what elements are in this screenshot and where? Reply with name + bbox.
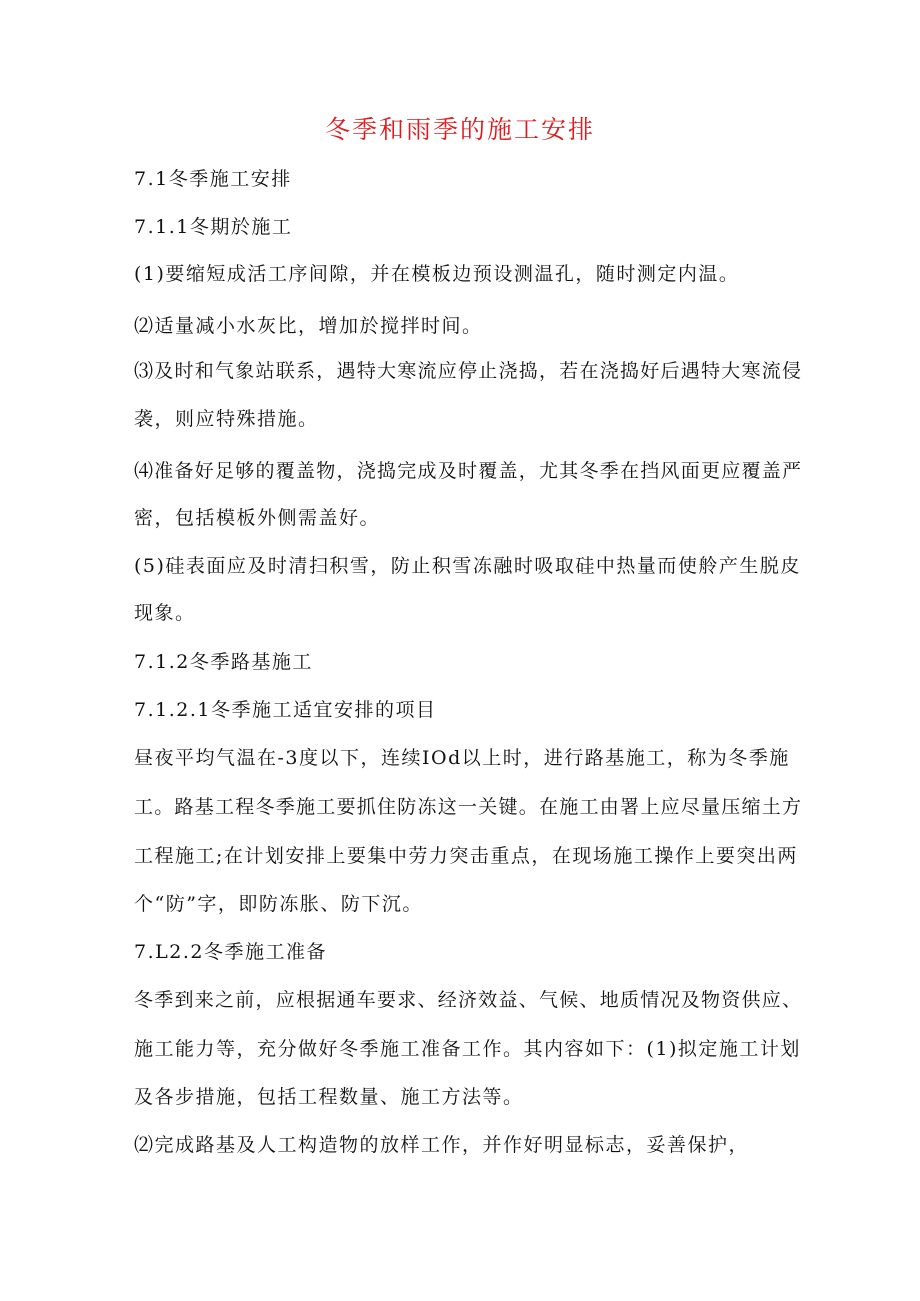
section-heading-7-1: 7.1冬季施工安排 (134, 168, 292, 190)
section-heading-7-1-2-1: 7.1.2.1冬季施工适宜安排的项目 (134, 699, 437, 721)
paragraph-line: ⑷准备好足够的覆盖物，浇捣完成及时覆盖，尤其冬季在挡风面更应覆盖严 (134, 460, 803, 482)
paragraph-line: (5)硅表面应及时清扫积雪，防止积雪冻融时吸取硅中热量而使舲产生脱皮 (134, 555, 801, 577)
paragraph-line: 现象。 (134, 602, 196, 624)
paragraph-line: 及各步措施，包括工程数量、施工方法等。 (134, 1086, 524, 1108)
section-heading-7-1-1: 7.1.1冬期於施工 (134, 216, 293, 238)
paragraph-line: 工。路基工程冬季施工要抓住防冻这一关键。在施工由署上应尽量压缩土方 (134, 796, 803, 818)
paragraph-line: ⑵适量减小水灰比，增加於搅拌时间。 (134, 315, 483, 337)
paragraph-line: ⑶及时和气象站联系，遇特大寒流应停止浇捣，若在浇捣好后遇特大寒流侵 (134, 360, 803, 382)
section-heading-7-1-2: 7.1.2冬季路基施工 (134, 651, 313, 673)
paragraph-line: ⑵完成路基及人工构造物的放样工作，并作好明显标志，妥善保护， (134, 1134, 750, 1156)
document-title: 冬季和雨季的施工安排 (324, 115, 595, 144)
section-heading-7-1-2-2: 7.L2.2冬季施工准备 (134, 941, 327, 963)
paragraph-line: 密，包括模板外侧需盖好。 (134, 507, 381, 529)
paragraph-line: 工程施工;在计划安排上要集中劳力突击重点，在现场施工操作上要突出两 (134, 845, 798, 867)
paragraph-line: (1)要缩短成活工序间隙，并在模板边预设测温孔，随时测定内温。 (134, 263, 740, 285)
paragraph-line: 昼夜平均气温在-3度以下，连续IOd以上时，进行路基施工，称为冬季施 (134, 747, 790, 769)
paragraph-line: 袭，则应特殊措施。 (134, 408, 319, 430)
paragraph-line: 冬季到来之前，应根据通车要求、经济效益、气候、地质情况及物资供应、 (134, 989, 803, 1011)
paragraph-line: 个“防”字，即防冻胀、防下沉。 (134, 893, 423, 915)
paragraph-line: 施工能力等，充分做好冬季施工准备工作。其内容如下：(1)拟定施工计划 (134, 1038, 801, 1060)
